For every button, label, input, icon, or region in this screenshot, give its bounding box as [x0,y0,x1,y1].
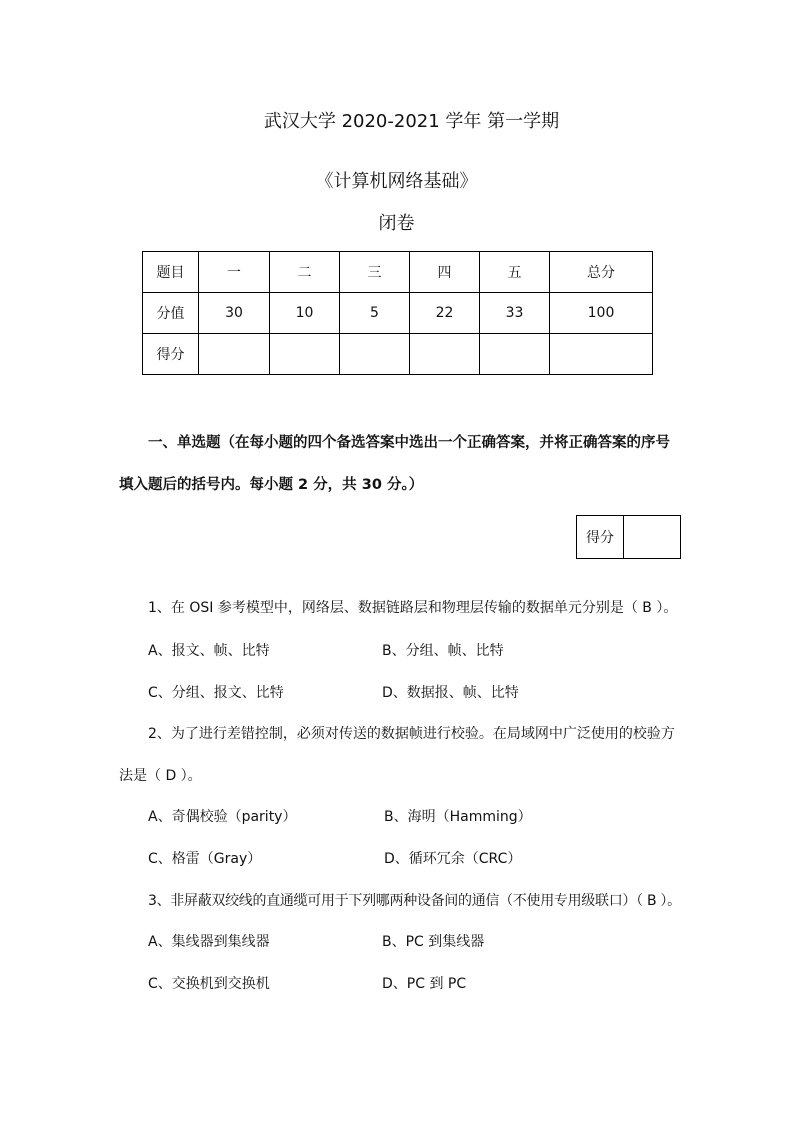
table-cell: 总分 [550,252,653,293]
section-heading-line1: 一、单选题（在每小题的四个备选答案中选出一个正确答案，并将正确答案的序号 [148,435,670,451]
question-stem-continued: 法是（ D ）。 [119,768,202,784]
table-cell: 五 [480,252,550,293]
section-heading-line2: 填入题后的括号内。每小题 2 分，共 30 分。） [119,477,424,493]
section-score-box [576,515,681,559]
question-stem: 2、为了进行差错控制，必须对传送的数据帧进行校验。在局域网中广泛使用的校验方 [148,726,675,742]
table-row [143,334,653,375]
table-cell: 30 [199,293,270,334]
score-cell[interactable] [270,334,340,375]
section-score-input[interactable] [624,516,681,559]
table-cell: 分值 [143,293,199,334]
table-cell: 33 [480,293,550,334]
question-stem: 1、在 OSI 参考模型中，网络层、数据链路层和物理层传输的数据单元分别是（ B ）。 [148,600,678,616]
option-b[interactable]: B、分组、帧、比特 [382,643,504,659]
score-cell[interactable] [199,334,270,375]
exam-type: 闭卷 [378,213,415,234]
question-stem: 3、非屏蔽双绞线的直通缆可用于下列哪两种设备间的通信（不使用专用级联口）（ B ）。 [148,893,681,909]
table-cell: 5 [340,293,410,334]
table-cell: 100 [550,293,653,334]
option-d[interactable]: D、数据报、帧、比特 [382,685,519,701]
table-row [143,252,653,293]
option-a[interactable]: A、报文、帧、比特 [148,643,270,659]
table-row [143,293,653,334]
option-a[interactable]: A、奇偶校验（parity） [148,809,297,825]
option-d[interactable]: D、循环冗余（CRC） [384,851,522,867]
table-cell: 22 [410,293,480,334]
option-d[interactable]: D、PC 到 PC [382,976,467,992]
option-c[interactable]: C、格雷（Gray） [148,851,262,867]
option-a[interactable]: A、集线器到集线器 [148,934,270,950]
option-c[interactable]: C、交换机到交换机 [148,976,270,992]
option-c[interactable]: C、分组、报文、比特 [148,685,284,701]
course-title: 《计算机网络基础》 [315,171,478,192]
table-cell: 一 [199,252,270,293]
table-cell: 二 [270,252,340,293]
option-b[interactable]: B、PC 到集线器 [382,934,485,950]
score-cell[interactable] [410,334,480,375]
score-table [142,251,653,375]
table-cell: 四 [410,252,480,293]
option-b[interactable]: B、海明（Hamming） [384,809,532,825]
score-cell[interactable] [550,334,653,375]
table-cell: 得分 [143,334,199,375]
section-score-label: 得分 [577,516,624,559]
table-cell: 题目 [143,252,199,293]
score-cell[interactable] [340,334,410,375]
score-cell[interactable] [480,334,550,375]
exam-title: 武汉大学 2020-2021 学年 第一学期 [263,111,560,132]
table-cell: 三 [340,252,410,293]
table-cell: 10 [270,293,340,334]
